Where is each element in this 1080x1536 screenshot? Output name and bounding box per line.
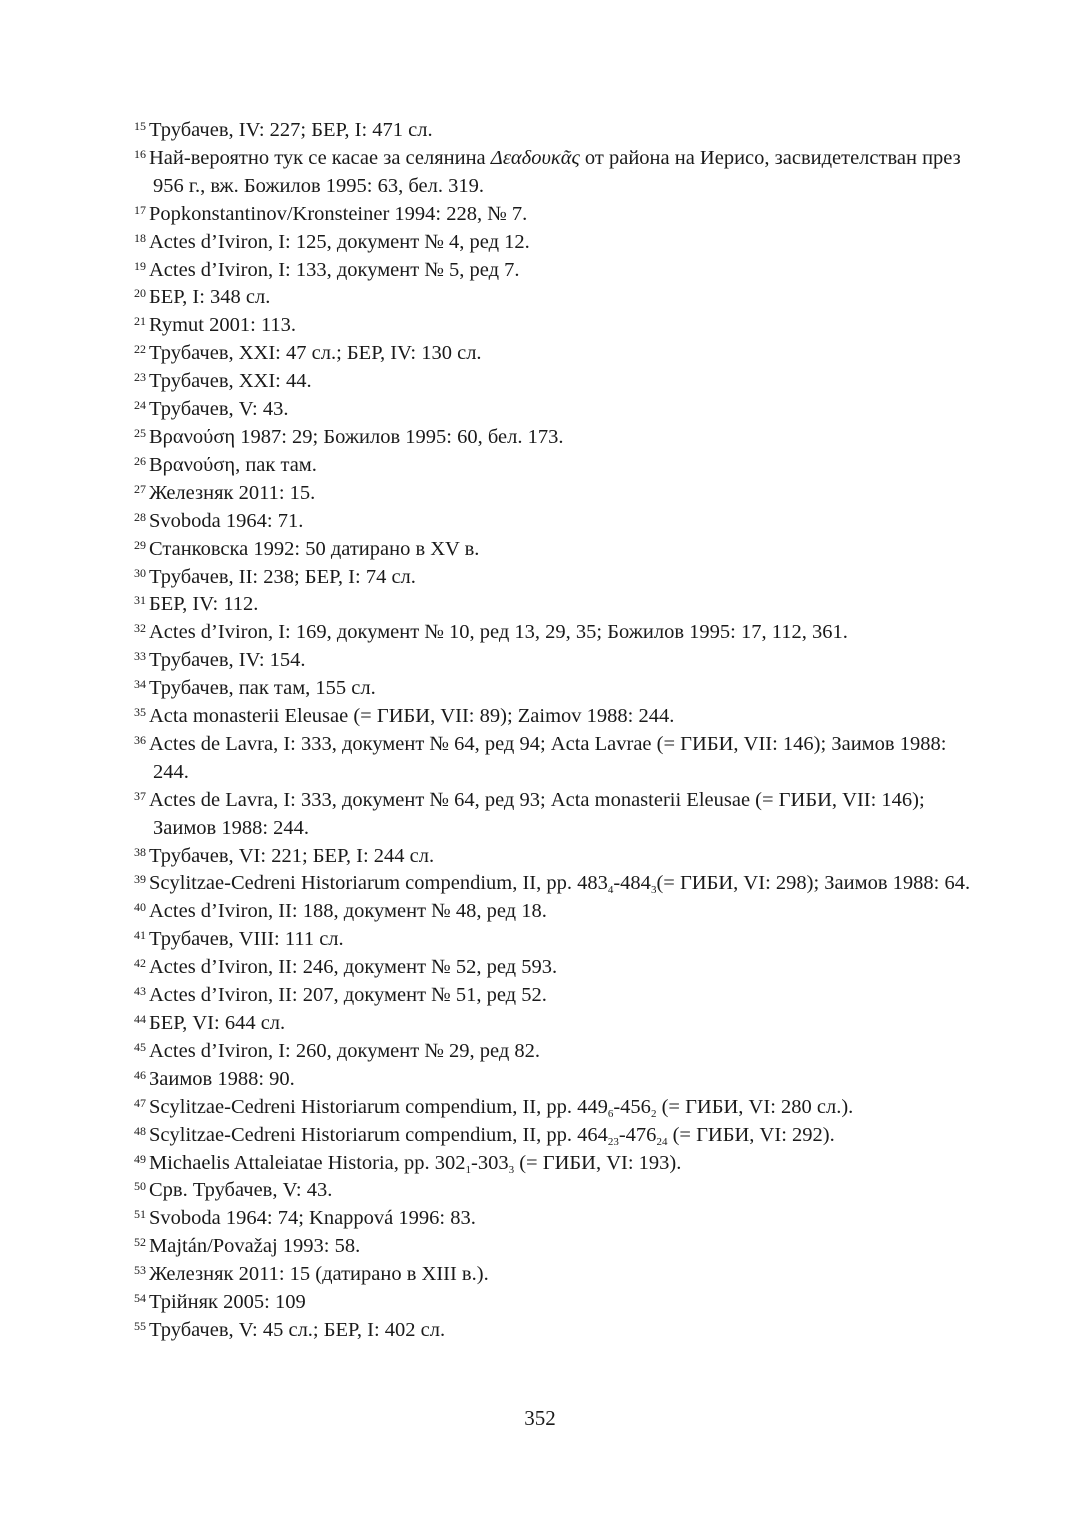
footnote (134, 1066, 980, 1094)
footnote-text: Станковска 1992: 50 датирано в XV в. (149, 537, 480, 560)
subscript: 24 (656, 1135, 668, 1148)
footnote-text: Βρανούση 1987: 29; Божилов 1995: 60, бел. 173. (149, 425, 564, 448)
footnote-number: 46 (134, 1067, 146, 1082)
footnote-text: (= ГИБИ, VI: 298); Заимов 1988: 64. (656, 872, 971, 895)
footnote-text: Actes de Lavra, I: 333, документ № 64, ред 94; Acta Lavrae (= ГИБИ, VII: 146); Заимов 1988: 244. (149, 732, 947, 783)
footnote (134, 480, 980, 508)
footnote (134, 257, 980, 285)
footnote-number: 30 (134, 565, 146, 580)
footnote-text: Actes d’Iviron, II: 188, документ № 48, ред 18. (149, 900, 547, 923)
footnote-text: Michaelis Attaleiatae Historia, pp. 302 (149, 1151, 466, 1174)
footnote (134, 1261, 980, 1289)
footnote (134, 229, 980, 257)
footnote-text: Rymut 2001: 113. (149, 314, 297, 337)
footnote-number: 21 (134, 314, 146, 329)
footnote (134, 340, 980, 368)
footnote-text: -484 (613, 872, 651, 895)
footnote-text: (= ГИБИ, VI: 280 сл.). (656, 1095, 854, 1118)
footnote-text: Трубачев, XXI: 47 сл.; БЕР, IV: 130 сл. (149, 342, 482, 365)
footnote-text: Majtán/Považaj 1993: 58. (149, 1235, 361, 1258)
footnote-number: 39 (134, 872, 146, 887)
footnote-text: Scylitzae-Cedreni Historiarum compendium, II, pp. 449 (149, 1095, 608, 1118)
footnote-number: 49 (134, 1151, 146, 1166)
footnote-number: 35 (134, 705, 146, 720)
subscript: 6 (607, 1107, 614, 1120)
footnote-number: 16 (134, 146, 146, 161)
footnote-text: Железняк 2011: 15 (датирано в XIII в.). (149, 1263, 489, 1286)
footnote-text: Acta monasterii Eleusae (= ГИБИ, VII: 89); Zaimov 1988: 244. (149, 705, 675, 728)
footnote (134, 1038, 980, 1066)
footnote (134, 1233, 980, 1261)
footnote-number: 37 (134, 788, 146, 803)
footnote (134, 898, 980, 926)
footnote (134, 284, 980, 312)
subscript: 2 (650, 1107, 657, 1120)
footnote-number: 54 (134, 1291, 146, 1306)
footnote-number: 33 (134, 649, 146, 664)
footnote-text: БЕР, I: 348 сл. (149, 286, 271, 309)
footnote-text: Actes d’Iviron, II: 207, документ № 51, ред 52. (149, 984, 547, 1007)
footnote-number: 31 (134, 593, 146, 608)
footnote (134, 145, 980, 201)
footnote-text: Actes d’Iviron, I: 125, документ № 4, ред 12. (149, 230, 530, 253)
footnote (134, 982, 980, 1010)
footnote-text: -456 (613, 1095, 651, 1118)
footnote-number: 42 (134, 956, 146, 971)
footnote (134, 619, 980, 647)
footnotes-list (134, 117, 980, 1345)
footnote (134, 1205, 980, 1233)
footnote-text: Трубачев, XXI: 44. (149, 370, 312, 393)
footnote-text: Заимов 1988: 90. (149, 1067, 295, 1090)
footnote-number: 22 (134, 342, 146, 357)
footnote-number: 20 (134, 286, 146, 301)
footnote (134, 424, 980, 452)
footnote-text: Железняк 2011: 15. (149, 481, 316, 504)
footnote-text: Трубачев, VI: 221; БЕР, I: 244 сл. (149, 844, 435, 867)
footnote-number: 48 (134, 1123, 146, 1138)
footnote (134, 647, 980, 675)
footnote-text: -476 (618, 1123, 657, 1146)
footnote-number: 41 (134, 928, 146, 943)
footnote-text: Трубачев, пак там, 155 сл. (149, 677, 376, 700)
footnote-text: Scylitzae-Cedreni Historiarum compendium, II, pp. 483 (149, 872, 608, 895)
footnote (134, 396, 980, 424)
footnote-number: 23 (134, 370, 146, 385)
footnote-text: Трубачев, V: 43. (149, 398, 289, 421)
footnote-text: Трубачев, VIII: 111 сл. (149, 928, 344, 951)
footnote-text: (= ГИБИ, VI: 292). (667, 1123, 835, 1146)
footnote-text: Трійняк 2005: 109 (149, 1291, 306, 1314)
footnote (134, 312, 980, 340)
footnote-number: 52 (134, 1235, 146, 1250)
footnote-text: Actes d’Iviron, I: 169, документ № 10, ред 13, 29, 35; Божилов 1995: 17, 112, 361. (149, 621, 848, 644)
subscript: 23 (607, 1135, 619, 1148)
footnote-number: 17 (134, 202, 146, 217)
footnote-text: Срв. Трубачев, V: 43. (149, 1179, 333, 1202)
footnote-text: Трубачев, V: 45 сл.; БЕР, I: 402 сл. (149, 1318, 446, 1341)
footnote (134, 591, 980, 619)
footnote-number: 43 (134, 984, 146, 999)
footnote (134, 1150, 980, 1178)
footnote-number: 15 (134, 119, 146, 133)
footnote (134, 1289, 980, 1317)
footnote (134, 954, 980, 982)
footnote (134, 787, 980, 843)
footnote-text: Най-вероятно тук се касае за селянина (149, 146, 491, 169)
footnote-number: 36 (134, 732, 146, 747)
footnote-number: 40 (134, 900, 146, 915)
footnote-number: 47 (134, 1095, 146, 1110)
footnote (134, 1122, 980, 1150)
footnote-number: 34 (134, 677, 146, 692)
footnote (134, 201, 980, 229)
footnote-text: Actes d’Iviron, I: 260, документ № 29, ред 82. (149, 1039, 541, 1062)
subscript: 4 (607, 884, 614, 897)
footnote (134, 870, 980, 898)
subscript: 1 (465, 1163, 472, 1176)
footnote (134, 452, 980, 480)
footnote-text: БЕР, VI: 644 сл. (149, 1012, 286, 1034)
footnote (134, 1177, 980, 1205)
greek-name: Δεαδουκᾶς (490, 146, 580, 169)
footnote-text: Popkonstantinov/Kronsteiner 1994: 228, № 7. (149, 202, 528, 225)
footnote-number: 27 (134, 481, 146, 496)
footnote-text: Scylitzae-Cedreni Historiarum compendium, II, pp. 464 (149, 1123, 608, 1146)
footnote (134, 368, 980, 396)
footnote (134, 675, 980, 703)
subscript: 3 (508, 1163, 515, 1176)
footnote-text: Трубачев, II: 238; БЕР, I: 74 сл. (149, 565, 416, 588)
footnote-number: 26 (134, 453, 146, 468)
footnote-number: 45 (134, 1039, 146, 1054)
page-number: 352 (524, 1406, 556, 1430)
footnote-text: Трубачев, IV: 227; БЕР, I: 471 сл. (149, 119, 433, 141)
footnote-number: 24 (134, 398, 146, 413)
footnote (134, 117, 980, 145)
footnote-text: (= ГИБИ, VI: 193). (514, 1151, 682, 1174)
footnote-number: 18 (134, 230, 146, 245)
footnote-number: 51 (134, 1207, 146, 1222)
footnote-text: Actes d’Iviron, I: 133, документ № 5, ред 7. (149, 258, 520, 281)
subscript: 3 (650, 884, 657, 897)
footnote-number: 55 (134, 1318, 146, 1333)
footnote-text: БЕР, IV: 112. (149, 593, 259, 616)
footnote-text: Svoboda 1964: 71. (149, 509, 304, 532)
footnote-number: 29 (134, 537, 146, 552)
footnote-number: 28 (134, 509, 146, 524)
footnote-text: Actes de Lavra, I: 333, документ № 64, ред 93; Acta monasterii Eleusae (= ГИБИ, VII: 146); Заимов 1988: 244. (149, 788, 925, 839)
footnote-text: Трубачев, IV: 154. (149, 649, 306, 672)
footnote-text: Βρανούση, пак там. (149, 453, 317, 476)
footnote (134, 536, 980, 564)
footnote-text: Svoboda 1964: 74; Knappová 1996: 83. (149, 1207, 476, 1230)
footnote (134, 731, 980, 787)
footnote-text: Actes d’Iviron, II: 246, документ № 52, ред 593. (149, 956, 558, 979)
footnote-number: 38 (134, 844, 146, 859)
footnote-number: 44 (134, 1012, 146, 1026)
footnote-number: 25 (134, 425, 146, 440)
footnote (134, 508, 980, 536)
footnote-text: -303 (471, 1151, 509, 1174)
footnote-text: от района на Иерисо, засвидетелстван през 956 г., вж. Божилов 1995: 63, бел. 319. (153, 146, 961, 197)
footnote (134, 564, 980, 592)
footnote (134, 843, 980, 871)
footnote (134, 1317, 980, 1345)
footnote-number: 50 (134, 1179, 146, 1194)
footnote (134, 1010, 980, 1038)
footnote-number: 53 (134, 1263, 146, 1278)
footnote-number: 19 (134, 258, 146, 273)
footnote (134, 926, 980, 954)
footnote (134, 703, 980, 731)
footnote (134, 1094, 980, 1122)
footnote-number: 32 (134, 621, 146, 636)
